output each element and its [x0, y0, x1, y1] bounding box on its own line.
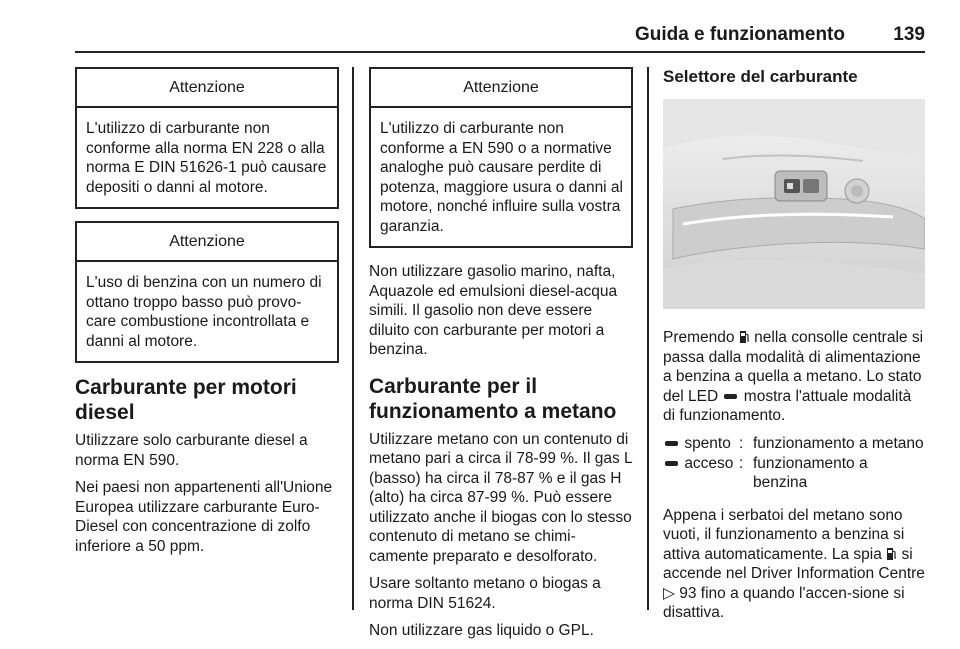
text-fragment: mostra l'attuale modalità di funzionamento. [663, 387, 912, 424]
text-fragment: Premendo [663, 329, 735, 346]
paragraph: Non utilizzare gasolio marino, nafta, Aquazole ed emulsioni diesel-acqua simili. Il gasolio non deve essere diluito con carburante per motori a benzina. [369, 263, 618, 358]
text-fragment: fino a quando l'accen-sione si disattiva. [663, 584, 905, 621]
text-fragment: si accende nel Driver Information Centre [663, 545, 925, 582]
paragraph [663, 506, 925, 623]
fuel-pump-icon [739, 330, 750, 344]
subsection-heading: Selettore del carburante [663, 67, 858, 86]
colon: : [739, 434, 744, 452]
warning-text: L'utilizzo di carburante non conforme a EN 590 o a normative analoghe può causare perdite di potenza, maggiore usura o danni al motore, nonché influire sulla vostra garanzia. [380, 120, 623, 235]
page-header [75, 24, 925, 48]
paragraph: Usare soltanto metano o biogas a norma DIN 51624. [369, 575, 601, 612]
column-2 [369, 67, 633, 649]
page-reference-arrow-icon: ▷ [663, 584, 675, 602]
table-row [663, 434, 925, 453]
header-title: Guida e funzionamento [634, 24, 845, 45]
row-key: spento [684, 434, 731, 452]
warning-text: L'utilizzo di carburante non conforme alla norma EN 228 o alla norma E DIN 51626-1 può causare depositi o danni al motore. [86, 120, 327, 196]
column-1 [75, 67, 339, 564]
row-key: acceso [684, 454, 734, 472]
paragraph: Utilizzare solo carburante diesel a norma EN 590. [75, 432, 308, 469]
warning-title: Attenzione [77, 69, 337, 108]
warning-title: Attenzione [77, 223, 337, 262]
warning-title: Attenzione [371, 69, 631, 108]
led-indicator-icon [724, 394, 737, 399]
led-indicator-icon [665, 461, 678, 466]
column-divider [352, 67, 354, 610]
warning-box [75, 221, 339, 363]
fuel-pump-icon [886, 547, 897, 561]
fuel-selector-illustration [663, 99, 925, 309]
paragraph: Nei paesi non appartenenti all'Unione Europea utilizzare carburante Euro-Diesel con concentrazione di zolfo inferiore a 50 ppm. [75, 479, 333, 555]
paragraph [663, 328, 925, 426]
paragraph: Utilizzare metano con un contenuto di metano pari a circa il 78-99 %. Il gas L (basso) ha circa il 78-87 % e il gas H (alto) ha circa 87-99 %. Può essere utilizzato anche il biogas con lo stesso contenuto di metano se chimi-camente preparato e desolforato. [369, 430, 633, 565]
row-value: funzionamento a benzina [753, 454, 868, 491]
colon: : [739, 454, 744, 472]
text-fragment: nella consolle centrale si passa dalla modalità di alimentazione a benzina a quella a metano. Lo stato del LED [663, 329, 924, 405]
column-3 [663, 67, 925, 631]
led-status-table [663, 434, 925, 492]
section-heading: Carburante per il funzionamento a metano [369, 374, 617, 423]
row-value: funzionamento a metano [753, 434, 924, 452]
section-heading: Carburante per motori diesel [75, 376, 297, 424]
page-number: 139 [893, 24, 925, 45]
table-row [663, 454, 925, 492]
paragraph: Non utilizzare gas liquido o GPL. [369, 622, 594, 639]
header-rule [75, 51, 925, 53]
warning-box [75, 67, 339, 209]
column-divider [647, 67, 649, 610]
warning-text: L'uso di benzina con un numero di ottano troppo basso può provo-care combustione incontrollata e danni al motore. [86, 274, 322, 350]
text-fragment: Appena i serbatoi del metano sono vuoti, il funzionamento a benzina si attiva automaticamente. La spia [663, 506, 905, 563]
led-indicator-icon [665, 441, 678, 446]
warning-box [369, 67, 633, 248]
page-reference[interactable]: 93 [679, 584, 697, 602]
